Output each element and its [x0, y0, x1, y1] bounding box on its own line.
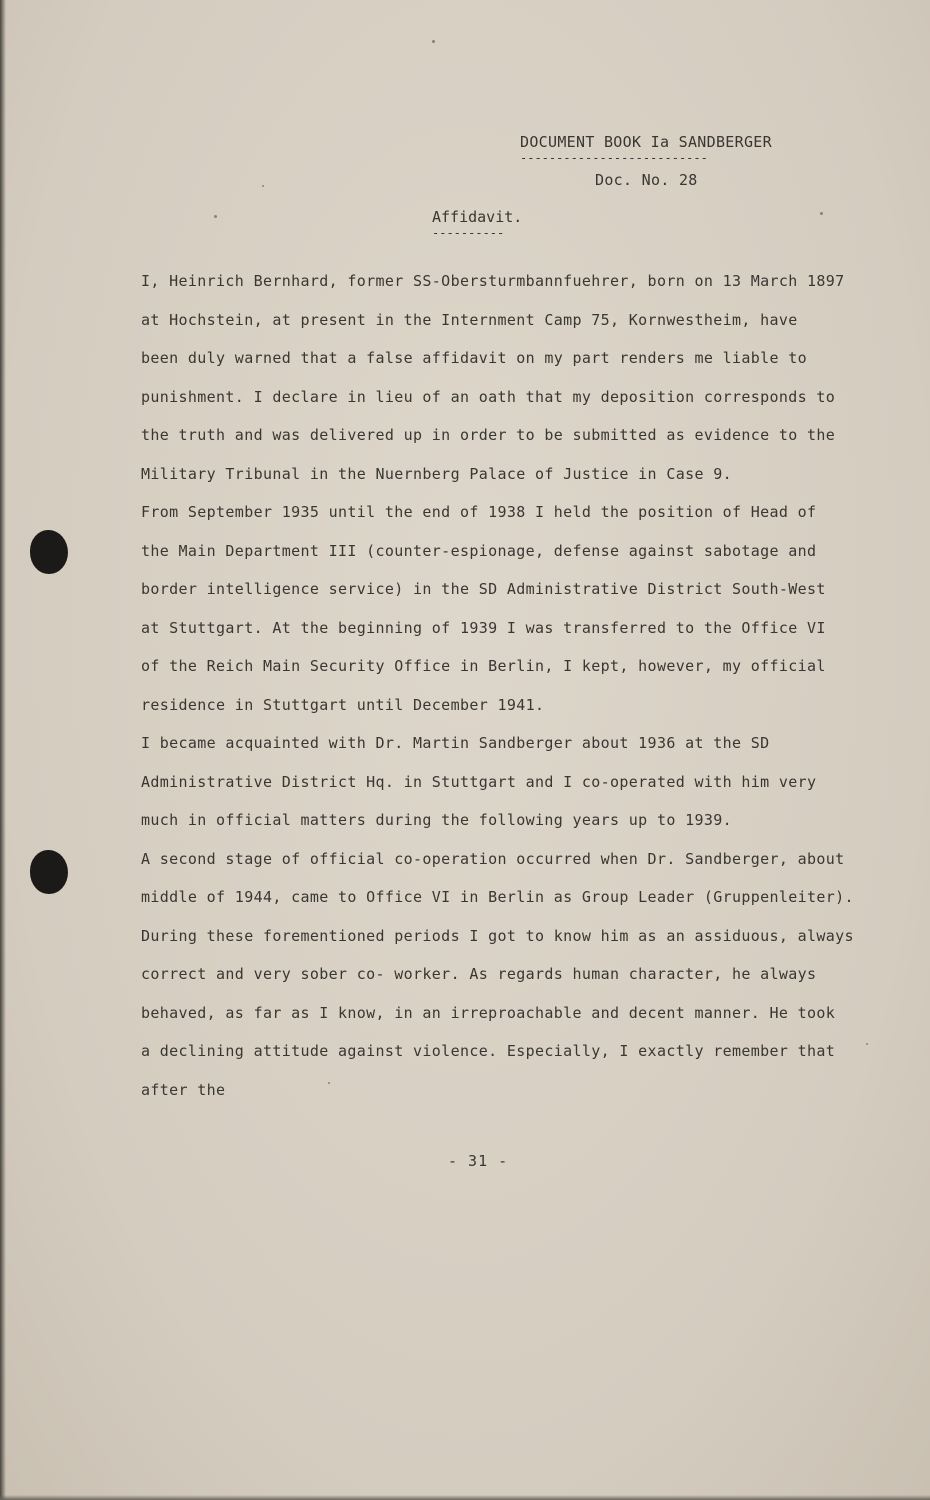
body-line: the truth and was delivered up in order to be submitted as evidence to the — [141, 426, 836, 444]
body-line: border intelligence service) in the SD Administrative District South-West — [141, 580, 826, 598]
document-book-label: DOCUMENT BOOK Ia SANDBERGER — [520, 133, 772, 151]
body-line: I, Heinrich Bernhard, former SS-Obersturmbannfuehrer, born on 13 March 1897 — [141, 272, 845, 290]
page-number: - 31 - — [448, 1152, 509, 1170]
body-line: behaved, as far as I know, in an irreproachable and decent manner. He took — [141, 1003, 836, 1022]
body-line: after the — [141, 1080, 226, 1099]
body-line: A second stage of official co-operation occurred when Dr. Sandberger, about — [141, 849, 845, 868]
paper-speck — [214, 215, 217, 218]
paper-speck — [432, 40, 435, 43]
body-line: correct and very sober co- worker. As regards human character, he always — [141, 965, 817, 983]
body-line: I became acquainted with Dr. Martin Sandberger about 1936 at the SD — [141, 734, 770, 752]
punch-hole — [30, 530, 68, 574]
body-line: Administrative District Hq. in Stuttgart and I co-operated with him very — [141, 772, 817, 791]
paper-speck — [262, 185, 264, 187]
body-line: of the Reich Main Security Office in Berlin, I kept, however, my official — [141, 657, 826, 675]
title-text: Affidavit. — [432, 208, 523, 226]
affidavit-body — [141, 262, 881, 1109]
body-line: the Main Department III (counter-espionage, defense against sabotage and — [141, 541, 817, 560]
body-line: at Stuttgart. At the beginning of 1939 I was transferred to the Office VI — [141, 618, 826, 637]
body-line: a declining attitude against violence. Especially, I exactly remember that — [141, 1042, 836, 1060]
body-line: middle of 1944, came to Office VI in Berlin as Group Leader (Gruppenleiter). — [141, 888, 854, 906]
body-line: much in official matters during the following years up to 1939. — [141, 811, 732, 829]
body-line: residence in Stuttgart until December 1941. — [141, 695, 545, 714]
page-edge-shadow — [0, 0, 6, 1500]
body-line: been duly warned that a false affidavit on my part renders me liable to — [141, 349, 808, 367]
document-title — [432, 208, 522, 238]
paper-speck — [820, 212, 823, 215]
page-bottom-edge — [0, 1495, 930, 1500]
body-line: From September 1935 until the end of 1938 I held the position of Head of — [141, 503, 817, 521]
body-line: Military Tribunal in the Nuernberg Palace of Justice in Case 9. — [141, 464, 732, 483]
body-line: punishment. I declare in lieu of an oath that my deposition corresponds to — [141, 387, 836, 406]
header-rule: -------------------------- — [520, 153, 708, 163]
punch-hole — [30, 850, 68, 894]
document-number: Doc. No. 28 — [595, 171, 698, 189]
document-header — [520, 133, 782, 189]
body-line: During these forementioned periods I got to know him as an assiduous, always — [141, 926, 854, 945]
body-line: at Hochstein, at present in the Internment Camp 75, Kornwestheim, have — [141, 310, 798, 329]
title-underline: ---------- — [432, 226, 505, 240]
